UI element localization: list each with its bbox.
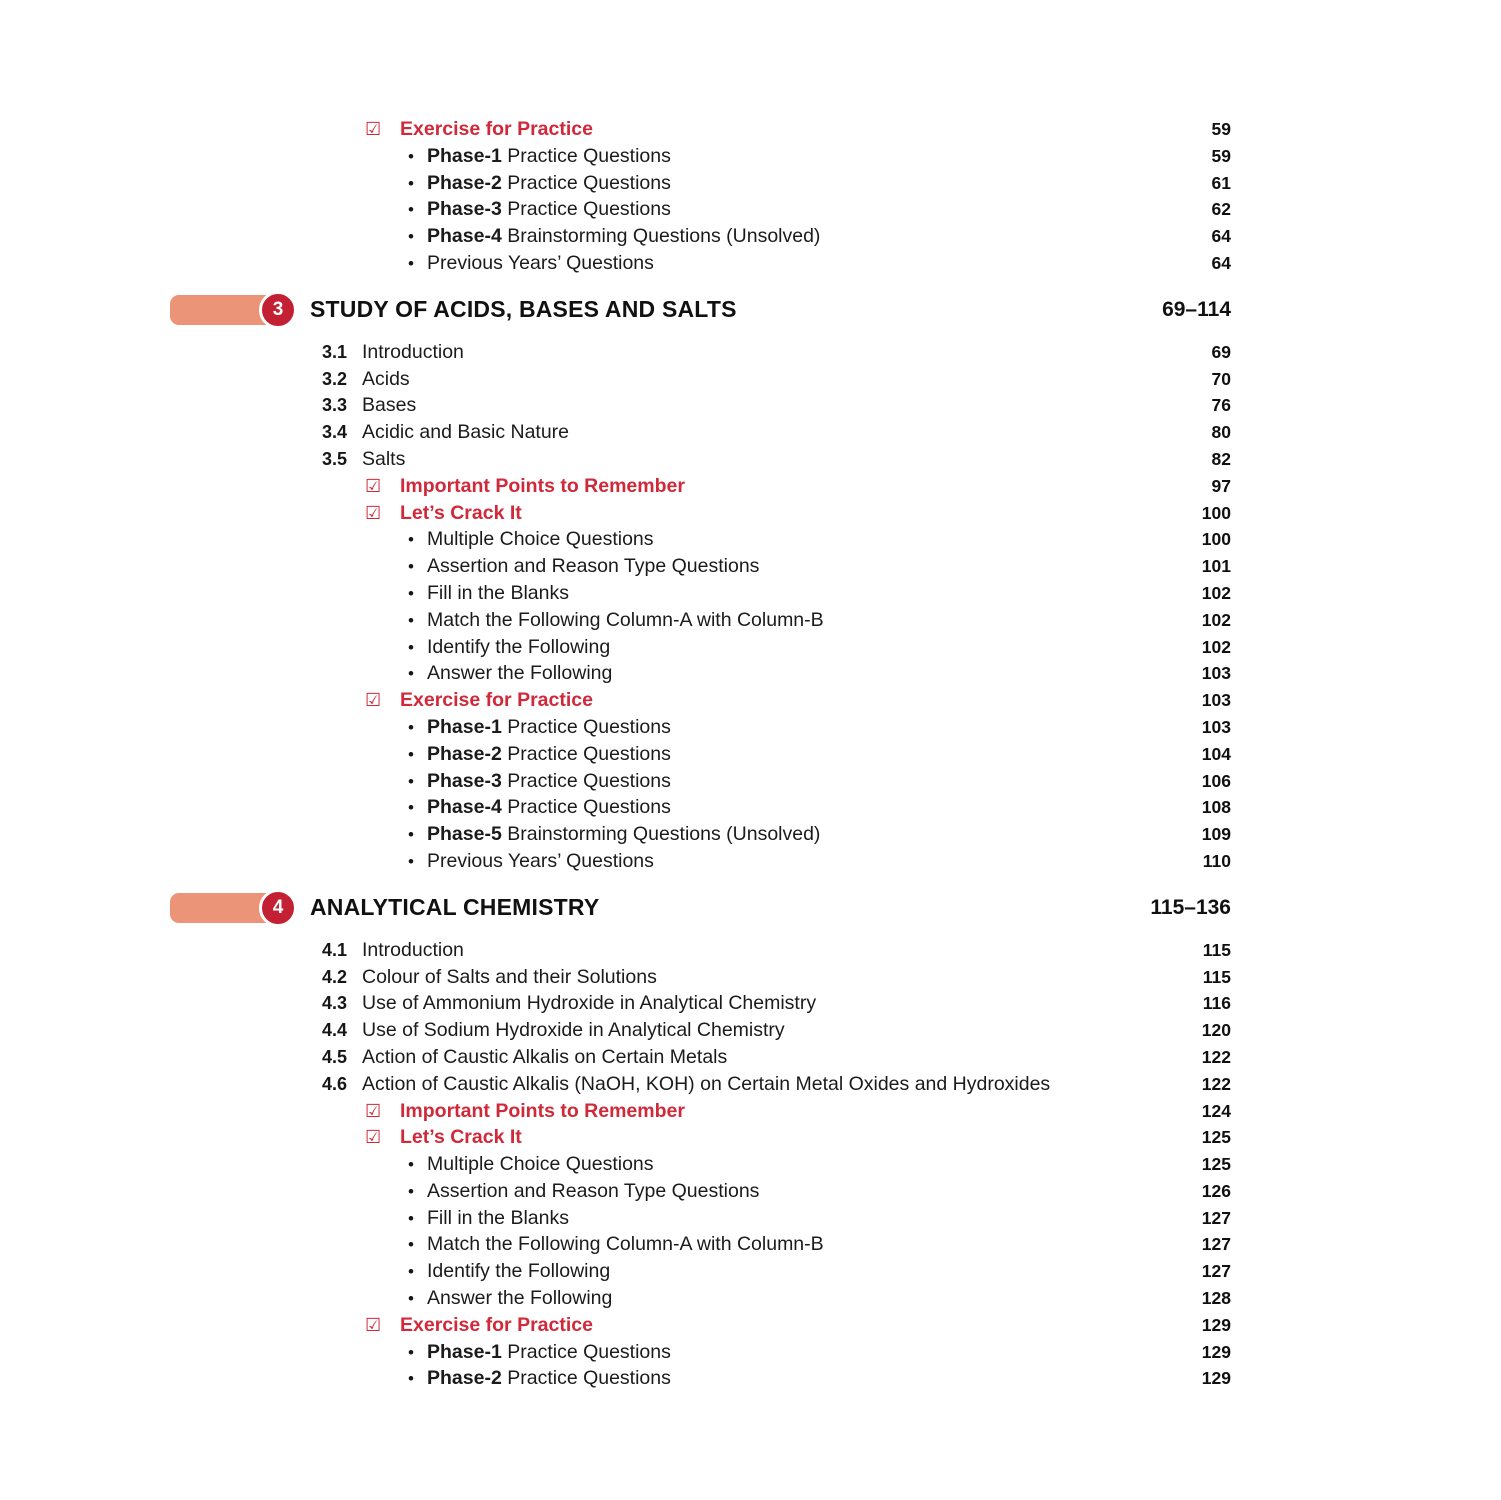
bullet-icon: • [408,1342,414,1362]
section-number: 3.3 [322,395,348,416]
page-number: 127 [1201,1261,1231,1282]
bullet-label: Fill in the Blanks [427,1206,569,1229]
bullet-label: Practice Questions [507,1340,671,1363]
bullet-label: Assertion and Reason Type Questions [427,1179,760,1202]
toc-bullet-row [170,634,1231,661]
page-number: 127 [1201,1234,1231,1255]
checkbox-icon: ☑ [365,690,382,711]
bullet-icon: • [408,1208,414,1228]
toc-section-row [170,419,1231,446]
section-number: 4.6 [322,1073,348,1094]
toc-section-row [170,1017,1231,1044]
bullet-label: Practice Questions [507,171,671,194]
section-number: 3.5 [322,448,348,469]
page-number: 106 [1201,770,1231,791]
page-number: 101 [1201,556,1231,577]
bullet-icon: • [408,146,414,166]
bullet-label: Multiple Choice Questions [427,528,654,551]
bullet-bold-prefix: Phase-5 [427,823,502,846]
bullet-label: Answer the Following [427,1287,613,1310]
section-title: Bases [362,394,417,417]
toc-bullet-row [170,821,1231,848]
page-number: 108 [1201,797,1231,818]
page-number: 59 [1211,119,1231,139]
page-number: 109 [1201,824,1231,845]
toc-bullet-row [170,1365,1231,1392]
section-title: Action of Caustic Alkalis on Certain Metals [362,1045,728,1068]
checkbox-icon: ☑ [365,502,382,523]
bullet-bold-prefix: Phase-2 [427,171,502,194]
bullet-icon: • [408,253,414,273]
toc-section-row [170,339,1231,366]
toc-feature-row [170,500,1231,527]
section-number: 3.2 [322,368,348,389]
bullet-bold-prefix: Phase-3 [427,769,502,792]
page-number: 97 [1211,475,1231,496]
section-number: 4.4 [322,1020,348,1041]
page-number: 61 [1211,172,1231,193]
bullet-label: Identify the Following [427,1260,611,1283]
bullet-icon: • [408,637,414,657]
bullet-bold-prefix: Phase-2 [427,1367,502,1390]
page-number: 100 [1201,502,1231,523]
bullet-icon: • [408,1369,414,1389]
toc-bullet-row [170,196,1231,223]
section-number: 4.1 [322,939,348,960]
bullet-label: Answer the Following [427,662,613,685]
section-number: 4.5 [322,1046,348,1067]
bullet-label: Practice Questions [507,144,671,167]
table-of-contents [170,116,1231,1392]
page-number: 69 [1211,341,1231,362]
toc-section-row [170,446,1231,473]
toc-feature-row [170,1124,1231,1151]
toc-feature-row [170,1312,1231,1339]
page-number: 116 [1202,993,1231,1014]
bullet-label: Fill in the Blanks [427,581,569,604]
bullet-label: Practice Questions [507,198,671,221]
toc-bullet-row [170,223,1231,250]
toc-bullet-row [170,170,1231,197]
toc-bullet-row [170,1231,1231,1258]
page-number: 127 [1201,1207,1231,1228]
page-number: 103 [1201,690,1231,711]
bullet-icon: • [408,583,414,603]
bullet-label: Previous Years’ Questions [427,849,654,872]
bullet-bold-prefix: Phase-4 [427,796,502,819]
page-number: 120 [1201,1020,1231,1041]
toc-bullet-row [170,741,1231,768]
toc-bullet-row [170,714,1231,741]
section-title: Use of Sodium Hydroxide in Analytical Chemistry [362,1019,785,1042]
bullet-icon: • [408,851,414,871]
toc-bullet-row [170,526,1231,553]
bullet-icon: • [408,173,414,193]
toc-feature-row [170,687,1231,714]
page-number: 70 [1211,368,1231,389]
bullet-icon: • [408,798,414,818]
toc-bullet-row [170,1205,1231,1232]
page-number: 103 [1201,663,1231,684]
checkbox-icon: ☑ [365,1100,382,1121]
toc-section-row [170,392,1231,419]
toc-bullet-row [170,1258,1231,1285]
chapter-number-badge: 4 [259,889,297,927]
section-title: Acidic and Basic Nature [362,421,570,444]
bullet-icon: • [408,1262,414,1282]
page-number: 129 [1201,1341,1231,1362]
chapter-heading [170,292,1231,328]
page-number: 64 [1211,252,1231,273]
feature-title: Exercise for Practice [400,118,593,140]
page-number: 124 [1201,1100,1231,1121]
page-number: 129 [1201,1314,1231,1335]
page-number: 102 [1201,636,1231,657]
toc-section-row [170,990,1231,1017]
bullet-icon: • [408,610,414,630]
section-title: Salts [362,447,406,470]
page-number: 125 [1201,1127,1231,1148]
bullet-icon: • [408,825,414,845]
checkbox-icon: ☑ [365,119,382,139]
page-number: 102 [1201,582,1231,603]
page-number: 62 [1211,199,1231,220]
bullet-label: Multiple Choice Questions [427,1153,654,1176]
toc-section-row [170,964,1231,991]
section-title: Colour of Salts and their Solutions [362,965,657,988]
chapter-number-badge: 3 [259,291,297,329]
bullet-label: Assertion and Reason Type Questions [427,555,760,578]
bullet-bold-prefix: Phase-3 [427,198,502,221]
bullet-label: Previous Years’ Questions [427,251,654,274]
toc-bullet-row [170,1285,1231,1312]
toc-section-row [170,1044,1231,1071]
toc-feature-row [170,116,1231,143]
bullet-icon: • [408,200,414,220]
page-number: 64 [1211,226,1231,247]
page-number: 122 [1201,1046,1231,1067]
bullet-icon: • [408,664,414,684]
section-number: 3.1 [322,341,348,362]
bullet-label: Match the Following Column-A with Column-B [427,1233,824,1256]
section-number: 4.3 [322,993,348,1014]
page-number: 100 [1201,529,1231,550]
bullet-icon: • [408,227,414,247]
bullet-bold-prefix: Phase-1 [427,715,502,738]
bullet-icon: • [408,1235,414,1255]
page-number: 115 [1202,939,1231,960]
bullet-label: Identify the Following [427,635,611,658]
toc-bullet-row [170,1151,1231,1178]
bullet-icon: • [408,717,414,737]
chapter-title: STUDY OF ACIDS, BASES AND SALTS [310,296,737,323]
toc-bullet-row [170,1178,1231,1205]
section-title: Introduction [362,938,464,961]
toc-section-row [170,366,1231,393]
page-number: 102 [1201,609,1231,630]
bullet-bold-prefix: Phase-4 [427,225,502,248]
bullet-icon: • [408,1181,414,1201]
toc-feature-row [170,1098,1231,1125]
section-number: 4.2 [322,966,348,987]
bullet-label: Practice Questions [507,796,671,819]
toc-bullet-row [170,768,1231,795]
bullet-label: Practice Questions [507,1367,671,1390]
section-title: Introduction [362,340,464,363]
page-number: 110 [1202,850,1231,871]
bullet-label: Practice Questions [507,715,671,738]
page-number: 76 [1211,395,1231,416]
bullet-icon: • [408,530,414,550]
page-number: 82 [1211,448,1231,469]
bullet-bold-prefix: Phase-1 [427,144,502,167]
bullet-label: Practice Questions [507,769,671,792]
toc-section-row [170,1071,1231,1098]
page-number: 126 [1201,1180,1231,1201]
toc-bullet-row [170,794,1231,821]
bullet-icon: • [408,1155,414,1175]
chapter-page-range: 69–114 [1162,297,1231,321]
feature-title: Exercise for Practice [400,1313,593,1336]
toc-bullet-row [170,250,1231,277]
chapter-title: ANALYTICAL CHEMISTRY [310,894,600,921]
toc-section-row [170,937,1231,964]
checkbox-icon: ☑ [365,1127,382,1148]
toc-feature-row [170,473,1231,500]
page-number: 80 [1211,422,1231,443]
feature-title: Important Points to Remember [400,474,685,497]
bullet-bold-prefix: Phase-1 [427,1340,502,1363]
section-title: Acids [362,367,410,390]
page-number: 125 [1201,1154,1231,1175]
page-number: 129 [1201,1368,1231,1389]
toc-bullet-row [170,607,1231,634]
section-title: Action of Caustic Alkalis (NaOH, KOH) on Certain Metal Oxides and Hydroxides [362,1072,1051,1095]
toc-bullet-row [170,143,1231,170]
toc-bullet-row [170,848,1231,875]
bullet-label: Practice Questions [507,742,671,765]
page-number: 128 [1201,1288,1231,1309]
feature-title: Important Points to Remember [400,1099,685,1122]
bullet-label: Brainstorming Questions (Unsolved) [507,823,821,846]
feature-title: Let’s Crack It [400,1126,522,1149]
chapter-heading [170,890,1231,926]
bullet-icon: • [408,744,414,764]
page-number: 103 [1201,716,1231,737]
bullet-icon: • [408,1289,414,1309]
checkbox-icon: ☑ [365,475,382,496]
toc-bullet-row [170,580,1231,607]
page-number: 104 [1201,743,1231,764]
bullet-label: Brainstorming Questions (Unsolved) [507,225,821,248]
bullet-bold-prefix: Phase-2 [427,742,502,765]
toc-bullet-row [170,660,1231,687]
toc-bullet-row [170,553,1231,580]
feature-title: Exercise for Practice [400,689,593,712]
page-number: 115 [1202,966,1231,987]
page-number: 122 [1201,1073,1231,1094]
page-number: 59 [1211,145,1231,166]
bullet-label: Match the Following Column-A with Column-B [427,608,824,631]
toc-bullet-row [170,1339,1231,1366]
chapter-page-range: 115–136 [1150,895,1231,919]
section-number: 3.4 [322,422,348,443]
bullet-icon: • [408,557,414,577]
checkbox-icon: ☑ [365,1314,382,1335]
section-title: Use of Ammonium Hydroxide in Analytical Chemistry [362,992,817,1015]
feature-title: Let’s Crack It [400,501,522,524]
bullet-icon: • [408,771,414,791]
